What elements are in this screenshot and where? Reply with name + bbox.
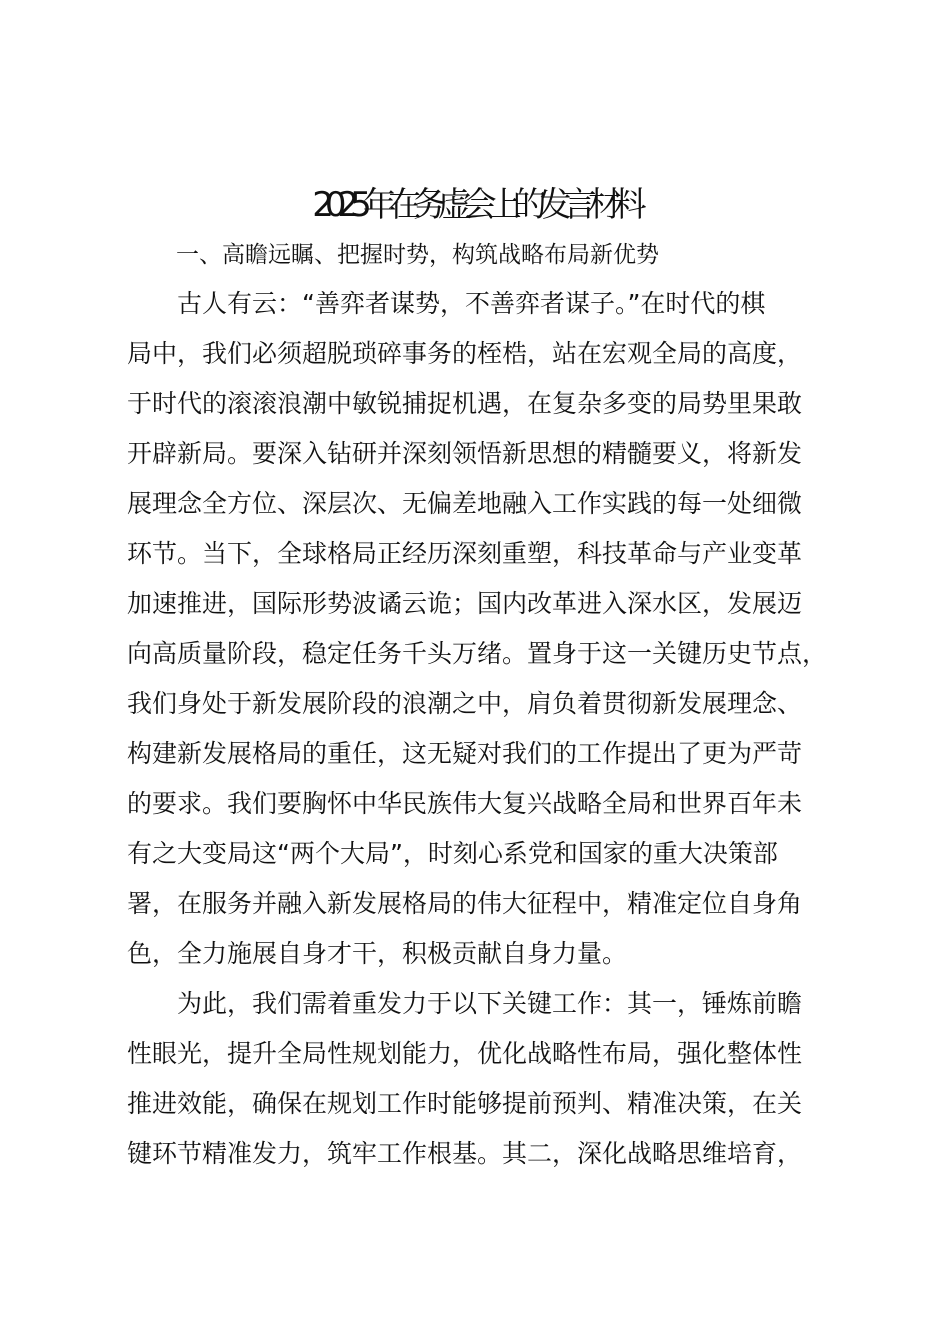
paragraph-line: 于时代的滚滚浪潮中敏锐捕捉机遇，在复杂多变的局势里果敢	[127, 389, 803, 418]
paragraph-line: 我们身处于新发展阶段的浪潮之中，肩负着贯彻新发展理念、	[127, 689, 803, 718]
paragraph-line: 性眼光，提升全局性规划能力，优化战略性布局，强化整体性	[127, 1039, 803, 1068]
paragraph-line: 的要求。我们要胸怀中华民族伟大复兴战略全局和世界百年未	[127, 789, 803, 818]
paragraph-line: 环节。当下，全球格局正经历深刻重塑，科技革命与产业变革	[127, 539, 803, 568]
paragraph-line: 构建新发展格局的重任，这无疑对我们的工作提出了更为严苛	[127, 739, 803, 768]
paragraph-line: 键环节精准发力，筑牢工作根基。其二，深化战略思维培育，	[127, 1139, 803, 1168]
section-heading: 一、高瞻远瞩、把握时势，构筑战略布局新优势	[176, 242, 659, 268]
paragraph-line: 古人有云：“善弈者谋势，不善弈者谋子。”在时代的棋	[177, 289, 766, 318]
paragraph-line: 色，全力施展自身才干，积极贡献自身力量。	[127, 939, 628, 968]
document-title: 2025年在务虚会上的发言材料	[312, 185, 638, 225]
paragraph-line: 向高质量阶段，稳定任务千头万绪。置身于这一关键历史节点，	[127, 639, 828, 668]
paragraph-line: 加速推进，国际形势波谲云诡；国内改革进入深水区，发展迈	[127, 589, 803, 618]
paragraph-line: 署，在服务并融入新发展格局的伟大征程中，精准定位自身角	[127, 889, 803, 918]
paragraph-line: 局中，我们必须超脱琐碎事务的桎梏，站在宏观全局的高度，	[127, 339, 803, 368]
paragraph-line: 为此，我们需着重发力于以下关键工作：其一，锤炼前瞻	[177, 989, 803, 1018]
paragraph-line: 展理念全方位、深层次、无偏差地融入工作实践的每一处细微	[127, 489, 803, 518]
paragraph-line: 开辟新局。要深入钻研并深刻领悟新思想的精髓要义，将新发	[127, 439, 803, 468]
paragraph-line: 有之大变局这“两个大局”，时刻心系党和国家的重大决策部	[127, 839, 778, 868]
paragraph-line: 推进效能，确保在规划工作时能够提前预判、精准决策，在关	[127, 1089, 803, 1118]
